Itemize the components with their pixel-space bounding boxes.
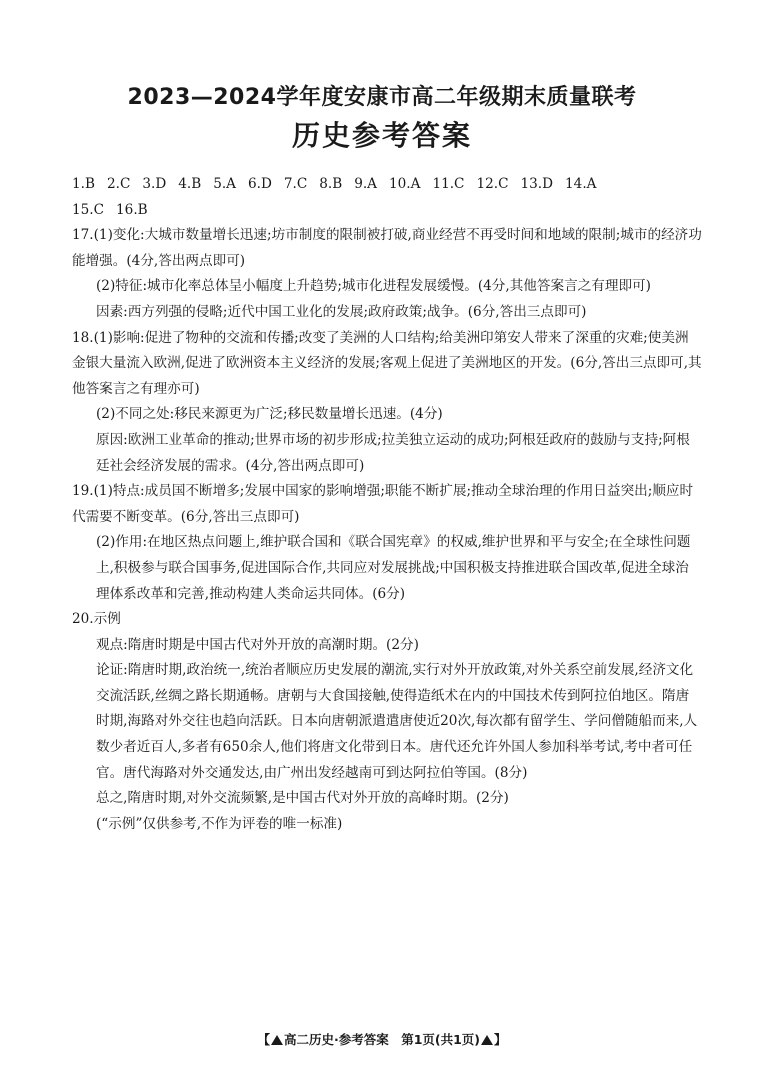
mc-answer: 16.B — [116, 201, 148, 218]
mc-answer: 2.C — [106, 176, 131, 192]
multiple-choice-row-2 — [72, 198, 702, 224]
question-20 — [72, 607, 702, 837]
mc-answer: 1.B — [72, 176, 95, 192]
footer-open-bracket: 【 — [257, 1032, 270, 1047]
page-footer — [0, 1030, 764, 1048]
mc-answer: 9.A — [354, 176, 377, 192]
q20-argument: 论证:隋唐时期,政治统一,统治者顺应历史发展的潮流,实行对外开放政策,对外关系空前发展,经济文化交流活跃,丝绸之路长期通畅。唐朝与大食国接触,使得造纸术在内的中国技术传到阿拉伯地区。隋唐时期,海路对外交往也趋向活跃。日本向唐朝派遣遣唐使近20次,每次都有留学生、学问僧随船而来,人数少者近百人,多者有650余人,他们将唐文化带到日本。唐代还允许外国人参加科举考试,考中者可任官。唐代海路对外交通发达,由广州出发经越南可到达阿拉伯等国。(8分) — [96, 662, 698, 781]
question-18 — [72, 326, 702, 480]
q19-part2: (2)作用:在地区热点问题上,维护联合国和《联合国宪章》的权威,维护世界和平与安全;在全球性问题上,积极参与联合国事务,促进国际合作,共同应对发展挑战;中国积极支持推进联合国改革,促进全球治理体系改革和完善,推动构建人类命运共同体。(6分) — [96, 534, 691, 602]
mc-answer: 12.C — [476, 176, 509, 192]
mc-answer: 5.A — [213, 176, 236, 192]
triangle-icon — [481, 1035, 493, 1045]
exam-title: 2023—2024学年度安康市高二年级期末质量联考 — [127, 85, 637, 110]
multiple-choice-row-1 — [72, 172, 702, 198]
mc-answer: 3.D — [142, 176, 167, 192]
mc-answer: 7.C — [283, 176, 308, 192]
q19-part1: 19.(1)特点:成员国不断增多;发展中国家的影响增强;职能不断扩展;推动全球治理的作用日益突出;顺应时代需要不断变革。(6分,答出三点即可) — [72, 483, 694, 525]
q17-part1: 17.(1)变化:大城市数量增长迅速;坊市制度的限制被打破,商业经营不再受时间和地域的限制;城市的经济功能增强。(4分,答出两点即可) — [72, 227, 702, 269]
q18-part2-differences: (2)不同之处:移民来源更为广泛;移民数量增长迅速。(4分) — [96, 406, 443, 423]
document-title: 历史参考答案 — [291, 119, 472, 152]
question-17 — [72, 223, 702, 325]
q20-note: (“示例”仅供参考,不作为评卷的唯一标准) — [96, 815, 343, 832]
footer-text: 高二历史·参考答案 第1页(共1页) — [283, 1032, 481, 1047]
mc-answer: 10.A — [389, 176, 421, 192]
footer-close-bracket: 】 — [494, 1032, 507, 1047]
mc-answer: 13.D — [520, 176, 554, 192]
q18-part2-reasons: 原因:欧洲工业革命的推动;世界市场的初步形成;拉美独立运动的成功;阿根廷政府的鼓励与支持;阿根廷社会经济发展的需求。(4分,答出两点即可) — [96, 431, 690, 474]
mc-answer: 14.A — [565, 176, 597, 192]
mc-answer: 4.B — [178, 176, 202, 192]
q20-conclusion: 总之,隋唐时期,对外交流频繁,是中国古代对外开放的高峰时期。(2分) — [96, 790, 509, 807]
q20-viewpoint: 观点:隋唐时期是中国古代对外开放的高潮时期。(2分) — [96, 636, 419, 653]
mc-answer: 8.B — [319, 176, 343, 192]
mc-answer: 6.D — [247, 176, 272, 192]
question-19 — [72, 479, 702, 607]
q18-part1: 18.(1)影响:促进了物种的交流和传播;改变了美洲的人口结构;给美洲印第安人带来了深重的灾难;使美洲金银大量流入欧洲,促进了欧洲资本主义经济的发展;客观上促进了美洲地区的开发。(6分,答出三点即可,其他答案言之有理亦可) — [72, 329, 702, 397]
answer-content — [72, 172, 702, 837]
mc-answer: 15.C — [72, 201, 105, 218]
triangle-icon — [271, 1035, 283, 1045]
q17-part2-features: (2)特征:城市化率总体呈小幅度上升趋势;城市化进程发展缓慢。(4分,其他答案言之有理即可) — [96, 278, 651, 295]
q17-part2-factors: 因素:西方列强的侵略;近代中国工业化的发展;政府政策;战争。(6分,答出三点即可) — [96, 303, 587, 320]
q20-label: 20.示例 — [72, 611, 121, 628]
mc-answer: 11.C — [432, 176, 465, 192]
